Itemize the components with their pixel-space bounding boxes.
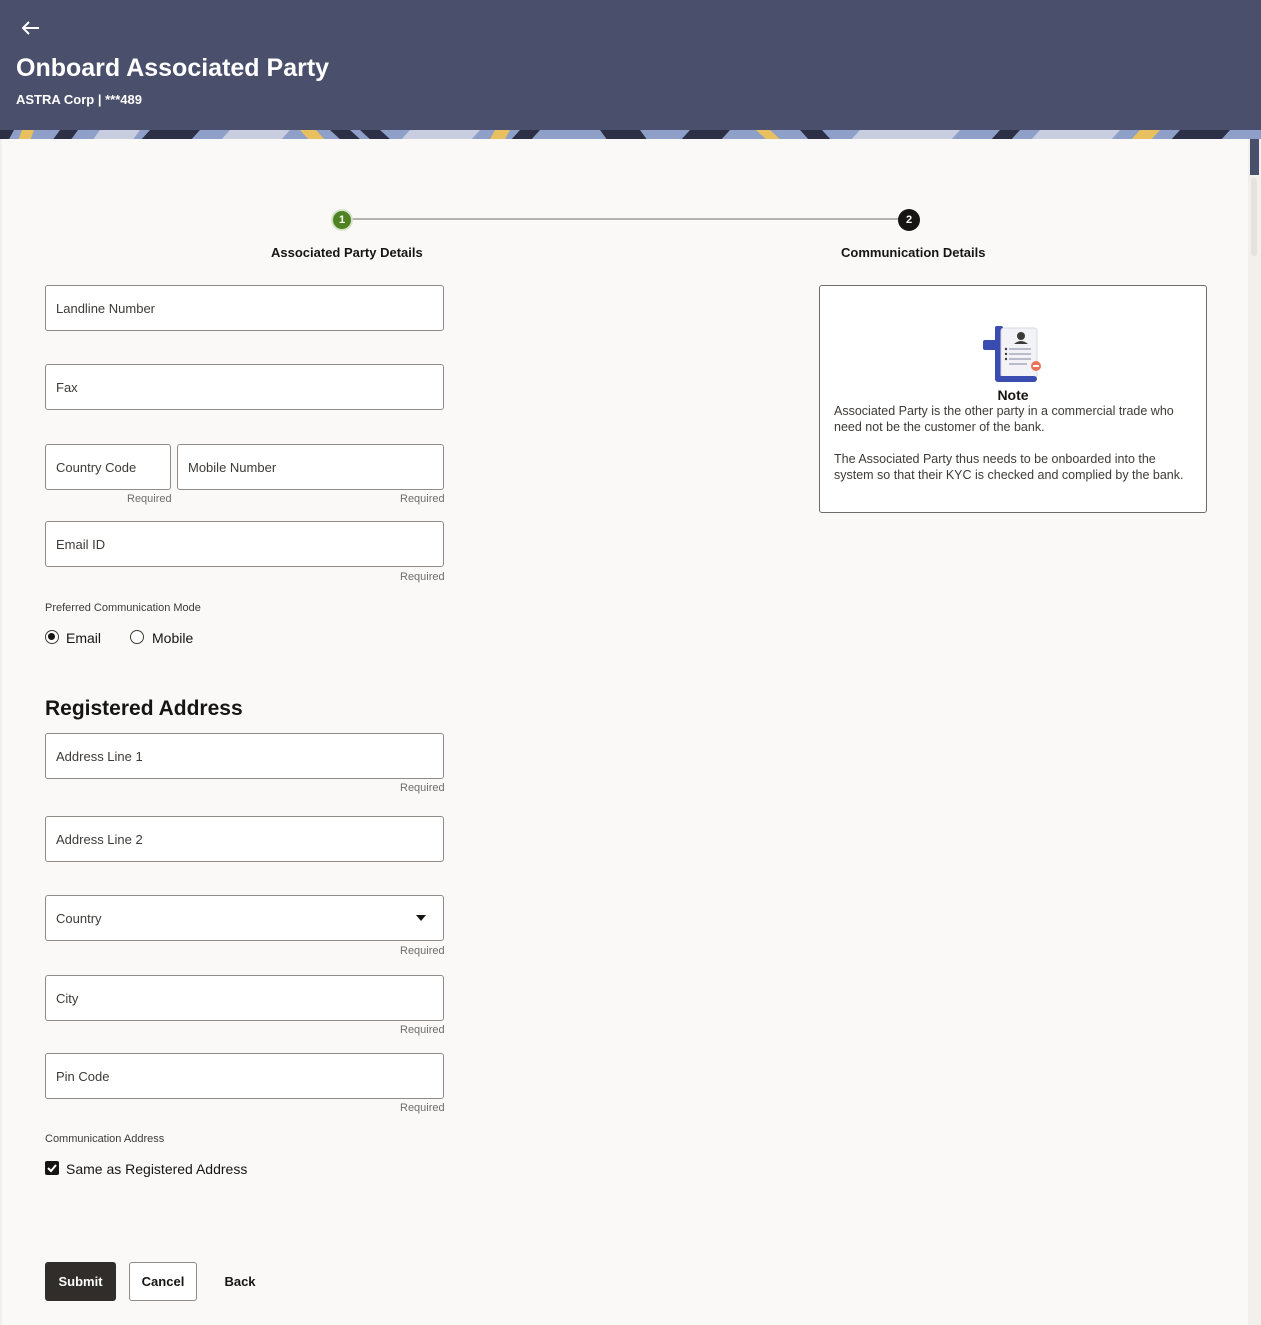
email-id-label: Email ID <box>56 537 106 552</box>
checkmark-icon <box>45 1161 59 1175</box>
radio-email-label[interactable]: Email <box>66 630 102 646</box>
note-title: Note <box>997 387 1029 403</box>
header-pattern <box>0 128 1261 139</box>
pin-code-required: Required <box>400 1102 445 1114</box>
email-id-required: Required <box>400 571 445 583</box>
communication-address-label: Communication Address <box>45 1133 165 1145</box>
back-arrow-icon[interactable] <box>22 18 44 40</box>
train-connector <box>352 218 900 220</box>
landline-number-label: Landline Number <box>56 301 156 316</box>
country-required: Required <box>400 945 445 957</box>
note-paragraph-1: Associated Party is the other party in a commercial trade who need not be the customer of the bank. <box>834 404 1174 434</box>
preferred-mode-label: Preferred Communication Mode <box>45 602 201 614</box>
cancel-button[interactable]: Cancel <box>129 1262 197 1301</box>
fax-field[interactable] <box>45 364 444 410</box>
note-paragraph-2: The Associated Party thus needs to be onboarded into the system so that their KYC is checked and complied by the bank. <box>834 452 1184 482</box>
radio-mobile[interactable] <box>130 630 144 644</box>
pin-code-field[interactable] <box>45 1053 444 1099</box>
country-select[interactable] <box>45 895 444 941</box>
address-line-1-required: Required <box>400 782 445 794</box>
train-step-1[interactable]: 1 <box>331 209 353 231</box>
train-step-2-label: Communication Details <box>841 245 986 260</box>
scrollbar-track[interactable] <box>1249 139 1261 1325</box>
back-button[interactable]: Back <box>224 1274 256 1289</box>
city-field[interactable] <box>45 975 444 1021</box>
note-card <box>819 285 1207 513</box>
address-line-2-field[interactable] <box>45 816 444 862</box>
country-label: Country <box>56 911 102 926</box>
registered-address-heading: Registered Address <box>45 697 243 720</box>
train-step-2[interactable]: 2 <box>898 209 920 231</box>
radio-email[interactable] <box>45 630 59 644</box>
mobile-number-required: Required <box>400 493 445 505</box>
same-as-registered-checkbox[interactable] <box>45 1161 59 1175</box>
country-code-label: Country Code <box>56 460 137 475</box>
address-line-1-label: Address Line 1 <box>56 749 143 764</box>
mobile-number-label: Mobile Number <box>188 460 277 475</box>
mobile-number-field[interactable] <box>177 444 444 490</box>
landline-number-field[interactable] <box>45 285 444 331</box>
train-step-1-label: Associated Party Details <box>271 245 423 260</box>
city-label: City <box>56 991 79 1006</box>
page-title: Onboard Associated Party <box>16 54 330 82</box>
city-required: Required <box>400 1024 445 1036</box>
country-code-required: Required <box>127 493 172 505</box>
chevron-down-icon[interactable] <box>416 915 426 921</box>
scrollbar-thumb-accent[interactable] <box>1250 139 1259 175</box>
address-line-2-label: Address Line 2 <box>56 832 143 847</box>
pin-code-label: Pin Code <box>56 1069 110 1084</box>
page-subtitle: ASTRA Corp | ***489 <box>16 92 142 107</box>
page-header <box>0 0 1261 139</box>
country-code-field[interactable] <box>45 444 171 490</box>
document-profile-icon <box>981 326 1043 384</box>
submit-button[interactable]: Submit <box>45 1262 116 1301</box>
address-line-1-field[interactable] <box>45 733 444 779</box>
radio-mobile-label[interactable]: Mobile <box>152 630 194 646</box>
scrollbar-thumb[interactable] <box>1251 178 1257 256</box>
fax-label: Fax <box>56 380 78 395</box>
email-id-field[interactable] <box>45 521 444 567</box>
same-as-registered-label[interactable]: Same as Registered Address <box>66 1161 248 1177</box>
